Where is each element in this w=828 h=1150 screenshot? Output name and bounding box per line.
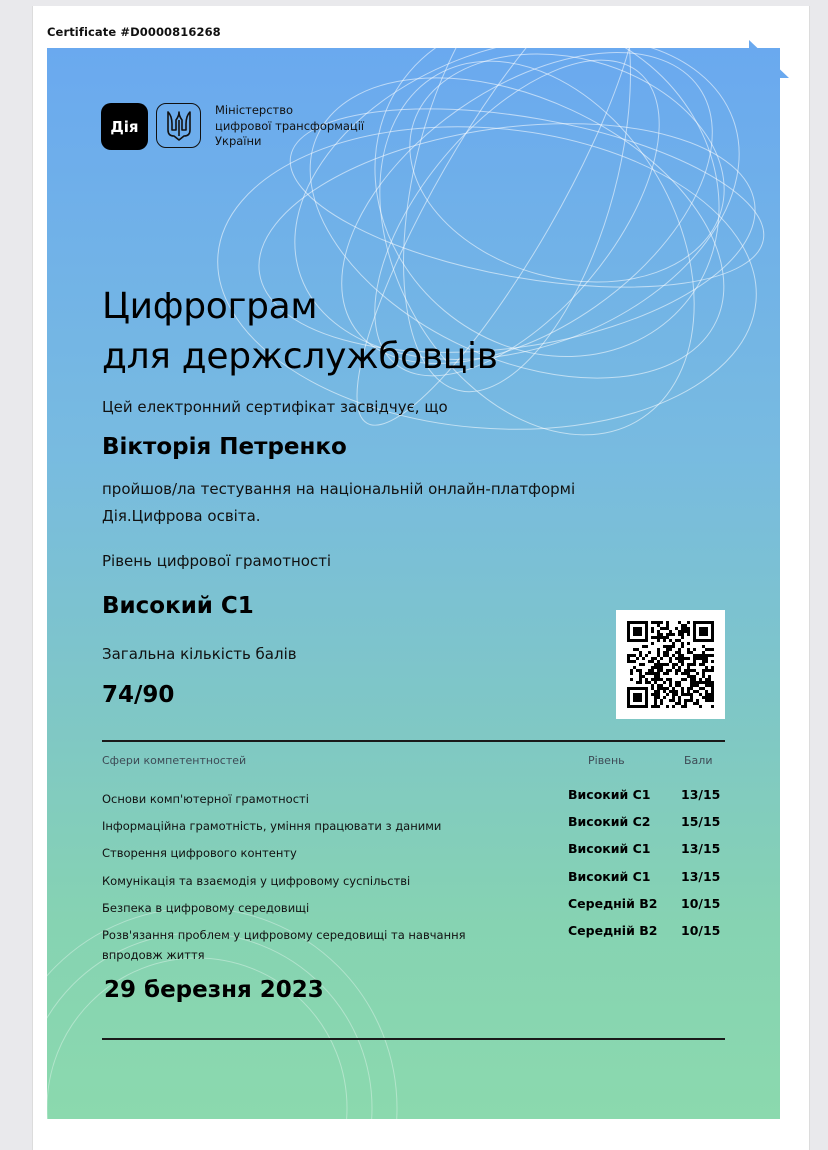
- certificate-title: [102, 282, 498, 382]
- score-value: 74/90: [102, 682, 175, 708]
- certificate-panel: [47, 48, 780, 1119]
- issue-date: 29 березня 2023: [104, 977, 324, 1003]
- title-line-1: Цифрограм: [102, 286, 318, 327]
- competence-area: Комунікація та взаємодія у цифровому суспільстві: [102, 874, 411, 888]
- table-row: [102, 923, 725, 969]
- passed-line-2: Дія.Цифрова освіта.: [102, 507, 261, 525]
- table-row: [102, 814, 725, 841]
- table-row: [102, 787, 725, 814]
- competence-area: Безпека в цифровому середовищі: [102, 901, 310, 915]
- competence-points: 15/15: [681, 814, 721, 829]
- competence-points: 13/15: [681, 841, 721, 856]
- ministry-line-1: Міністерство: [215, 103, 294, 117]
- competence-area: Основи комп'ютерної грамотності: [102, 792, 309, 806]
- competence-level: Високий С1: [568, 787, 651, 802]
- trident-emblem-icon: [156, 103, 201, 148]
- competence-level: Середній В2: [568, 896, 658, 911]
- table-header-points: Бали: [684, 754, 713, 767]
- title-line-2: для держслужбовців: [102, 336, 498, 377]
- competence-points: 13/15: [681, 787, 721, 802]
- competence-level: Високий С1: [568, 841, 651, 856]
- table-header-level: Рівень: [588, 754, 625, 767]
- table-top-divider: [102, 740, 725, 742]
- certificate-id: Certificate #D0000816268: [47, 25, 221, 39]
- ministry-line-3: України: [215, 134, 262, 148]
- passed-text: [102, 476, 702, 530]
- passed-line-1: пройшов/ла тестування на національній онлайн-платформі: [102, 480, 576, 498]
- dia-logo: Дія: [101, 103, 148, 150]
- ministry-line-2: цифрової трансформації: [215, 118, 365, 133]
- qr-code: [616, 610, 725, 719]
- competence-points: 10/15: [681, 923, 721, 938]
- competence-level: Середній В2: [568, 923, 658, 938]
- recipient-name: Вікторія Петренко: [102, 434, 347, 460]
- intro-text: Цей електронний сертифікат засвідчує, що: [102, 398, 448, 416]
- competence-area: Інформаційна грамотність, уміння працювати з даними: [102, 819, 442, 833]
- score-label: Загальна кількість балів: [102, 645, 297, 663]
- ministry-name: [215, 103, 415, 150]
- table-row: [102, 896, 725, 923]
- qr-code-icon: [627, 621, 714, 708]
- competence-area: Розв'язання проблем у цифровому середовищі та навчання впродовж життя: [102, 928, 466, 962]
- bottom-divider: [102, 1038, 725, 1040]
- competence-level: Високий С2: [568, 814, 651, 829]
- level-label: Рівень цифрової грамотності: [102, 552, 332, 570]
- table-row: [102, 841, 725, 868]
- level-value: Високий С1: [102, 593, 254, 619]
- competence-area: Створення цифрового контенту: [102, 846, 297, 860]
- table-header-area: Сфери компетентностей: [102, 754, 247, 767]
- competence-points: 10/15: [681, 896, 721, 911]
- competence-points: 13/15: [681, 869, 721, 884]
- competence-level: Високий С1: [568, 869, 651, 884]
- table-row: [102, 869, 725, 896]
